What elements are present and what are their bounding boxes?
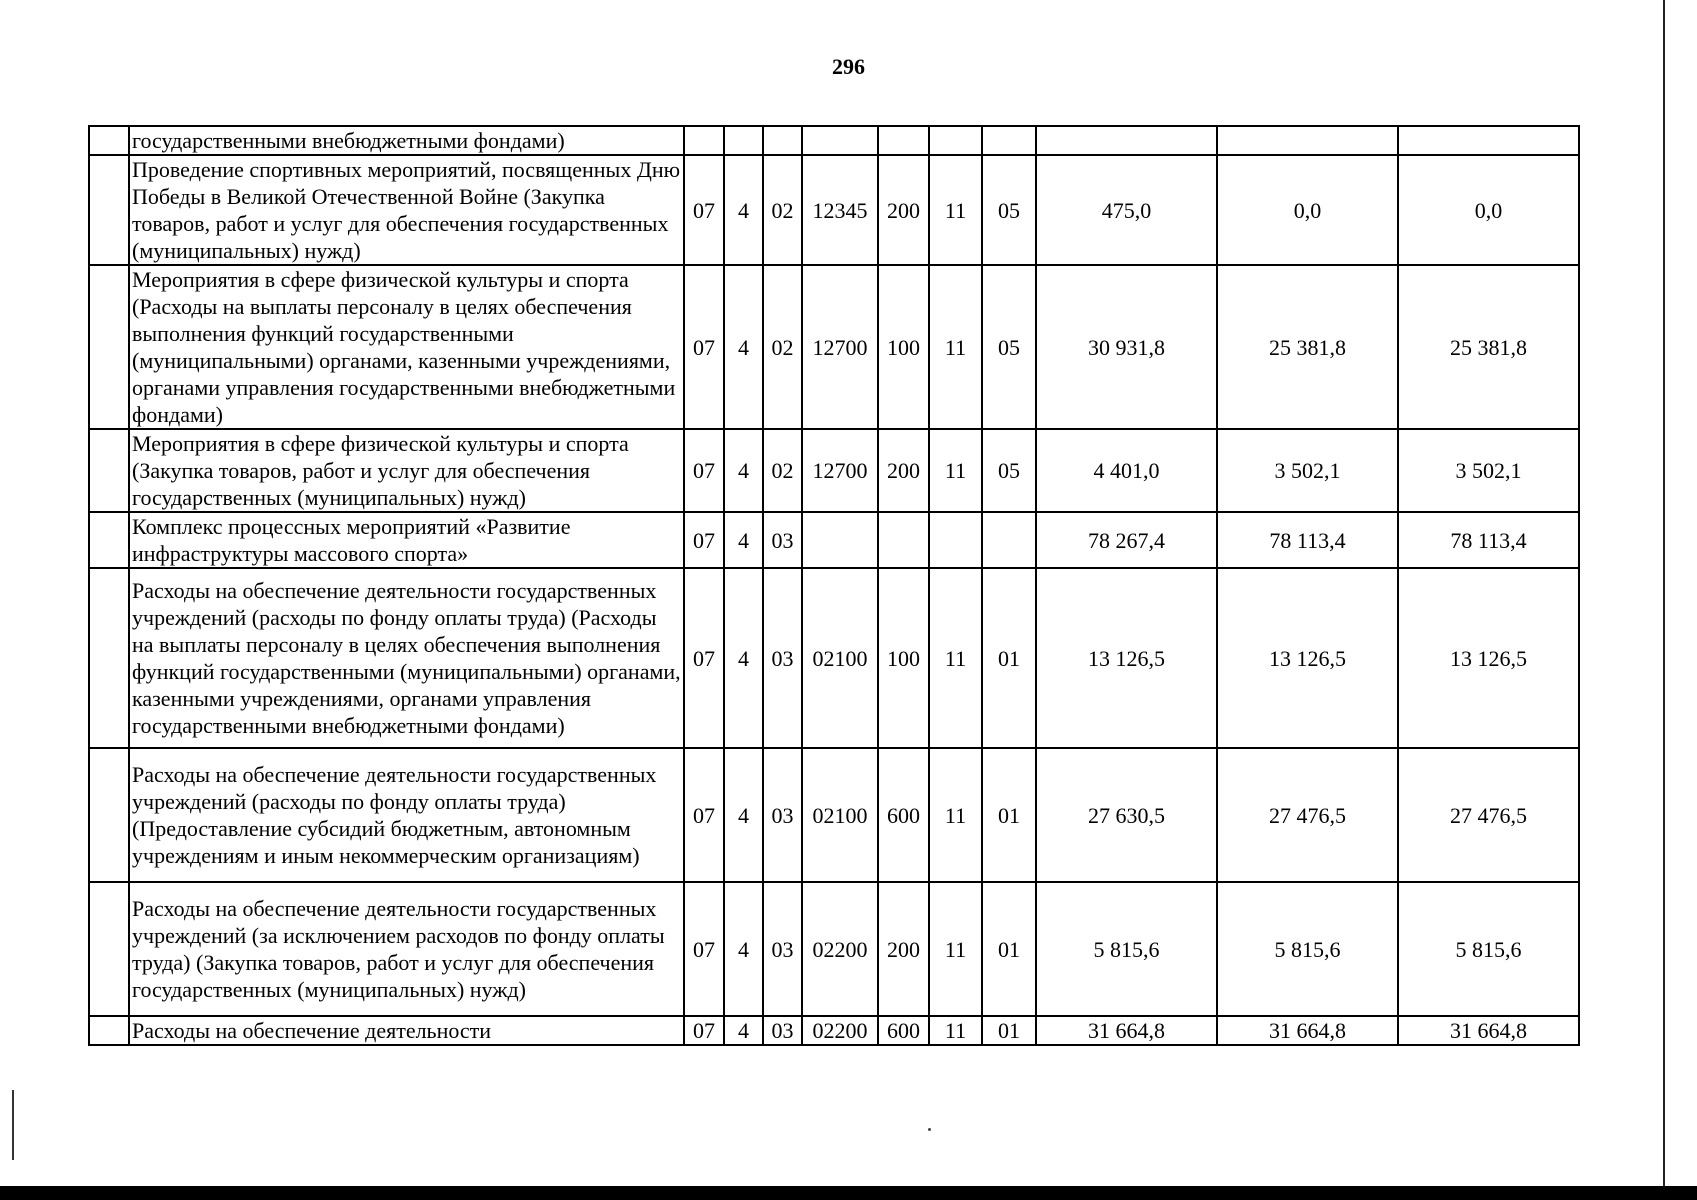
classification-code-cell — [802, 512, 878, 568]
classification-code-cell: 11 — [929, 429, 982, 512]
classification-code-cell — [802, 126, 878, 155]
classification-code-cell: 07 — [684, 429, 724, 512]
classification-code-cell — [982, 512, 1036, 568]
classification-code-cell: 11 — [929, 1016, 982, 1045]
classification-code-cell: 01 — [982, 748, 1036, 882]
row-index-cell — [89, 126, 129, 155]
row-description: Комплекс процессных мероприятий «Развитие инфраструктуры массового спорта» — [129, 512, 684, 568]
table-row — [89, 1016, 1579, 1045]
classification-code-cell: 02200 — [802, 882, 878, 1016]
row-index-cell — [89, 155, 129, 265]
amount-cell — [1398, 126, 1579, 155]
amount-cell: 30 931,8 — [1036, 265, 1217, 429]
classification-code-cell: 02100 — [802, 568, 878, 748]
classification-code-cell: 11 — [929, 748, 982, 882]
amount-cell — [1036, 126, 1217, 155]
row-description: государственными внебюджетными фондами) — [129, 126, 684, 155]
classification-code-cell: 03 — [763, 748, 802, 882]
amount-cell: 13 126,5 — [1398, 568, 1579, 748]
classification-code-cell: 01 — [982, 882, 1036, 1016]
scan-edge-line — [1663, 0, 1665, 1186]
classification-code-cell: 12700 — [802, 429, 878, 512]
classification-code-cell: 02 — [763, 155, 802, 265]
classification-code-cell: 03 — [763, 568, 802, 748]
classification-code-cell: 200 — [878, 882, 929, 1016]
classification-code-cell: 07 — [684, 882, 724, 1016]
row-description: Расходы на обеспечение деятельности государственных учреждений (за исключением расходов по фонду оплаты труда) (Закупка товаров, работ и услуг для обеспечения государственных (муниципальных) нужд) — [129, 882, 684, 1016]
row-index-cell — [89, 882, 129, 1016]
amount-cell: 3 502,1 — [1398, 429, 1579, 512]
classification-code-cell: 12700 — [802, 265, 878, 429]
row-index-cell — [89, 429, 129, 512]
page-number: 296 — [832, 54, 865, 79]
classification-code-cell — [684, 126, 724, 155]
classification-code-cell: 07 — [684, 568, 724, 748]
classification-code-cell: 4 — [724, 429, 763, 512]
amount-cell: 25 381,8 — [1217, 265, 1398, 429]
amount-cell: 5 815,6 — [1398, 882, 1579, 1016]
scan-margin-mark — [12, 1090, 14, 1160]
amount-cell — [1217, 126, 1398, 155]
classification-code-cell — [929, 512, 982, 568]
amount-cell: 27 476,5 — [1398, 748, 1579, 882]
amount-cell: 31 664,8 — [1036, 1016, 1217, 1045]
classification-code-cell: 100 — [878, 265, 929, 429]
classification-code-cell: 02 — [763, 265, 802, 429]
classification-code-cell: 07 — [684, 155, 724, 265]
amount-cell: 78 113,4 — [1398, 512, 1579, 568]
table-row — [89, 748, 1579, 882]
classification-code-cell: 600 — [878, 1016, 929, 1045]
budget-table — [88, 125, 1580, 1046]
row-index-cell — [89, 265, 129, 429]
row-description: Мероприятия в сфере физической культуры и спорта (Закупка товаров, работ и услуг для обеспечения государственных (муниципальных) нужд) — [129, 429, 684, 512]
classification-code-cell: 01 — [982, 568, 1036, 748]
classification-code-cell — [763, 126, 802, 155]
row-description: Проведение спортивных мероприятий, посвященных Дню Победы в Великой Отечественной Войне (Закупка товаров, работ и услуг для обеспечения государственных (муниципальных) нужд) — [129, 155, 684, 265]
amount-cell: 31 664,8 — [1217, 1016, 1398, 1045]
table-row — [89, 126, 1579, 155]
classification-code-cell: 02100 — [802, 748, 878, 882]
classification-code-cell: 03 — [763, 1016, 802, 1045]
row-index-cell — [89, 748, 129, 882]
classification-code-cell: 4 — [724, 512, 763, 568]
row-index-cell — [89, 1016, 129, 1045]
table-row — [89, 155, 1579, 265]
classification-code-cell: 4 — [724, 748, 763, 882]
classification-code-cell: 02200 — [802, 1016, 878, 1045]
row-description: Мероприятия в сфере физической культуры и спорта (Расходы на выплаты персоналу в целях обеспечения выполнения функций государственными (муниципальными) органами, казенными учреждениями, органами управления государственными внебюджетными фондами) — [129, 265, 684, 429]
classification-code-cell: 4 — [724, 882, 763, 1016]
scan-speck — [928, 1128, 931, 1131]
classification-code-cell: 4 — [724, 155, 763, 265]
classification-code-cell: 4 — [724, 568, 763, 748]
amount-cell: 4 401,0 — [1036, 429, 1217, 512]
row-description: Расходы на обеспечение деятельности государственных учреждений (расходы по фонду оплаты труда) (Расходы на выплаты персоналу в целях обеспечения выполнения функций государственными (муниципальными) органами, казенными учреждениями, органами управления государственными внебюджетными фондами) — [129, 568, 684, 748]
classification-code-cell: 11 — [929, 155, 982, 265]
amount-cell: 13 126,5 — [1217, 568, 1398, 748]
amount-cell: 0,0 — [1217, 155, 1398, 265]
table-row — [89, 568, 1579, 748]
classification-code-cell — [724, 126, 763, 155]
classification-code-cell: 05 — [982, 265, 1036, 429]
amount-cell: 27 476,5 — [1217, 748, 1398, 882]
amount-cell: 3 502,1 — [1217, 429, 1398, 512]
classification-code-cell: 100 — [878, 568, 929, 748]
classification-code-cell: 02 — [763, 429, 802, 512]
amount-cell: 78 113,4 — [1217, 512, 1398, 568]
classification-code-cell: 11 — [929, 265, 982, 429]
classification-code-cell — [878, 126, 929, 155]
amount-cell: 31 664,8 — [1398, 1016, 1579, 1045]
amount-cell: 0,0 — [1398, 155, 1579, 265]
amount-cell: 5 815,6 — [1036, 882, 1217, 1016]
classification-code-cell — [878, 512, 929, 568]
classification-code-cell: 07 — [684, 265, 724, 429]
classification-code-cell: 600 — [878, 748, 929, 882]
classification-code-cell — [929, 126, 982, 155]
amount-cell: 27 630,5 — [1036, 748, 1217, 882]
table-row — [89, 882, 1579, 1016]
classification-code-cell — [982, 126, 1036, 155]
amount-cell: 5 815,6 — [1217, 882, 1398, 1016]
classification-code-cell: 12345 — [802, 155, 878, 265]
classification-code-cell: 07 — [684, 512, 724, 568]
row-description: Расходы на обеспечение деятельности — [129, 1016, 684, 1045]
classification-code-cell: 11 — [929, 568, 982, 748]
classification-code-cell: 200 — [878, 429, 929, 512]
classification-code-cell: 07 — [684, 748, 724, 882]
budget-table-body — [89, 126, 1579, 1045]
classification-code-cell: 4 — [724, 265, 763, 429]
row-index-cell — [89, 568, 129, 748]
classification-code-cell: 05 — [982, 429, 1036, 512]
classification-code-cell: 11 — [929, 882, 982, 1016]
table-row — [89, 265, 1579, 429]
table-row — [89, 429, 1579, 512]
amount-cell: 78 267,4 — [1036, 512, 1217, 568]
table-row — [89, 512, 1579, 568]
classification-code-cell: 200 — [878, 155, 929, 265]
classification-code-cell: 07 — [684, 1016, 724, 1045]
amount-cell: 475,0 — [1036, 155, 1217, 265]
amount-cell: 25 381,8 — [1398, 265, 1579, 429]
classification-code-cell: 4 — [724, 1016, 763, 1045]
amount-cell: 13 126,5 — [1036, 568, 1217, 748]
scan-bottom-border — [0, 1186, 1697, 1200]
classification-code-cell: 03 — [763, 512, 802, 568]
classification-code-cell: 05 — [982, 155, 1036, 265]
classification-code-cell: 01 — [982, 1016, 1036, 1045]
row-index-cell — [89, 512, 129, 568]
classification-code-cell: 03 — [763, 882, 802, 1016]
row-description: Расходы на обеспечение деятельности государственных учреждений (расходы по фонду оплаты труда) (Предоставление субсидий бюджетным, автономным учреждениям и иным некоммерческим организациям) — [129, 748, 684, 882]
